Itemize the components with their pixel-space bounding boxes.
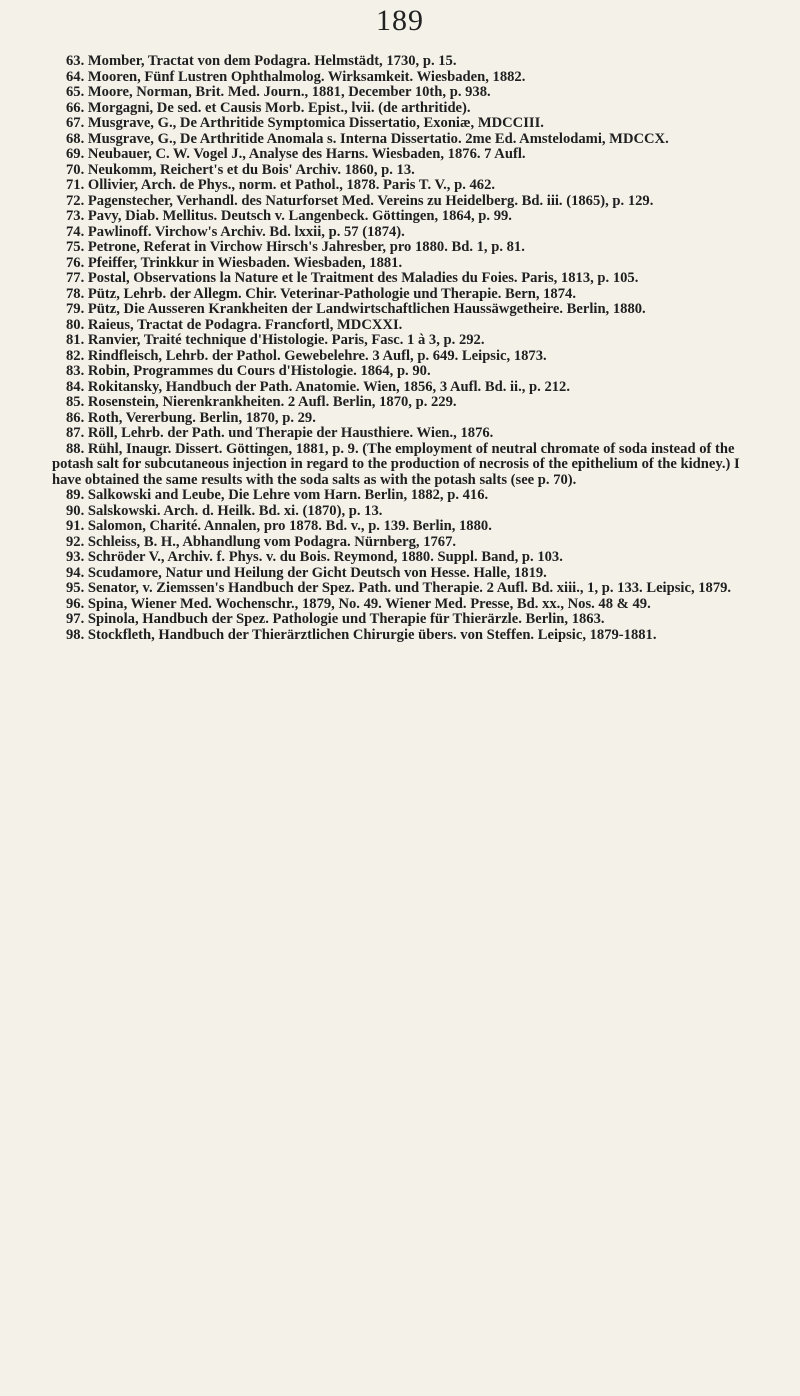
reference-85: 85. Rosenstein, Nierenkrankheiten. 2 Aufl. Berlin, 1870, p. 229. — [66, 394, 457, 410]
reference-95: 95. Senator, v. Ziemssen's Handbuch der Spez. Path. und Therapie. 2 Aufl. Bd. xiii., 1, p. 133. Leipsic, 1879. — [66, 580, 732, 596]
reference-83: 83. Robin, Programmes du Cours d'Histologie. 1864, p. 90. — [66, 363, 431, 379]
reference-79: 79. Pütz, Die Ausseren Krankheiten der Landwirtschaftlichen Haussäwgetheire. Berlin, 1880. — [66, 301, 646, 317]
reference-70: 70. Neukomm, Reichert's et du Bois' Archiv. 1860, p. 13. — [66, 161, 415, 178]
reference-89: 89. Salkowski and Leube, Die Lehre vom Harn. Berlin, 1882, p. 416. — [66, 487, 489, 503]
reference-71: 71. Ollivier, Arch. de Phys., norm. et Pathol., 1878. Paris T. V., p. 462. — [66, 177, 496, 193]
reference-98: 98. Stockfleth, Handbuch der Thierärztlichen Chirurgie übers. von Steffen. Leipsic, 1879-1881. — [66, 626, 657, 643]
reference-81: 81. Ranvier, Traité technique d'Histologie. Paris, Fasc. 1 à 3, p. 292. — [66, 332, 485, 348]
reference-91: 91. Salomon, Charité. Annalen, pro 1878. Bd. v., p. 139. Berlin, 1880. — [66, 518, 492, 534]
reference-92: 92. Schleiss, B. H., Abhandlung vom Podagra. Nürnberg, 1767. — [66, 533, 457, 550]
reference-93: 93. Schröder V., Archiv. f. Phys. v. du Bois. Reymond, 1880. Suppl. Band, p. 103. — [66, 549, 563, 565]
reference-96: 96. Spina, Wiener Med. Wochenschr., 1879, No. 49. Wiener Med. Presse, Bd. xx., Nos. 48 & 49. — [66, 595, 651, 612]
reference-64: 64. Mooren, Fünf Lustren Ophthalmolog. Wirksamkeit. Wiesbaden, 1882. — [66, 68, 526, 85]
page-number: 189 — [376, 4, 424, 37]
reference-80: 80. Raieus, Tractat de Podagra. Francfortl, MDCXXI. — [66, 316, 403, 333]
reference-75: 75. Petrone, Referat in Virchow Hirsch's Jahresber, pro 1880. Bd. 1, p. 81. — [66, 239, 525, 255]
reference-list — [52, 54, 742, 643]
reference-76: 76. Pfeiffer, Trinkkur in Wiesbaden. Wiesbaden, 1881. — [66, 254, 403, 271]
reference-97: 97. Spinola, Handbuch der Spez. Pathologie und Therapie für Thierärzle. Berlin, 1863. — [66, 611, 605, 627]
reference-84: 84. Rokitansky, Handbuch der Path. Anatomie. Wien, 1856, 3 Aufl. Bd. ii., p. 212. — [66, 378, 570, 395]
reference-82: 82. Rindfleisch, Lehrb. der Pathol. Gewebelehre. 3 Aufl, p. 649. Leipsic, 1873. — [66, 347, 547, 364]
reference-63: 63. Momber, Tractat von dem Podagra. Helmstädt, 1730, p. 15. — [66, 53, 457, 69]
reference-67: 67. Musgrave, G., De Arthritide Symptomica Dissertatio, Exoniæ, MDCCIII. — [66, 115, 544, 131]
reference-68: 68. Musgrave, G., De Arthritide Anomala s. Interna Dissertatio. 2me Ed. Amstelodami, MDCCX. — [66, 130, 669, 147]
reference-90: 90. Salskowski. Arch. d. Heilk. Bd. xi. (1870), p. 13. — [66, 502, 383, 519]
reference-74: 74. Pawlinoff. Virchow's Archiv. Bd. lxxii, p. 57 (1874). — [66, 223, 405, 240]
reference-88: 88. Rühl, Inaugr. Dissert. Göttingen, 1881, p. 9. (The employment of neutral chromate of soda instead of the potash salt for subcutaneous injection in regard to the production of necrosis of the epithelium of the kidney.) I have obtained the same results with the soda salts as with the potash salts (see p. 70). — [52, 440, 740, 488]
reference-86: 86. Roth, Vererbung. Berlin, 1870, p. 29. — [66, 409, 316, 426]
reference-72: 72. Pagenstecher, Verhandl. des Naturforset Med. Vereins zu Heidelberg. Bd. iii. (1865), p. 129. — [66, 192, 654, 209]
reference-77: 77. Postal, Observations la Nature et le Traitment des Maladies du Foies. Paris, 1813, p. 105. — [66, 270, 639, 286]
reference-65: 65. Moore, Norman, Brit. Med. Journ., 1881, December 10th, p. 938. — [66, 84, 491, 100]
reference-69: 69. Neubauer, C. W. Vogel J., Analyse des Harns. Wiesbaden, 1876. 7 Aufl. — [66, 146, 526, 162]
reference-66: 66. Morgagni, De sed. et Causis Morb. Epist., lvii. (de arthritide). — [66, 99, 471, 116]
reference-87: 87. Röll, Lehrb. der Path. und Therapie der Hausthiere. Wien., 1876. — [66, 425, 494, 441]
reference-78: 78. Pütz, Lehrb. der Allegm. Chir. Veterinar-Pathologie und Therapie. Bern, 1874. — [66, 285, 576, 302]
reference-73: 73. Pavy, Diab. Mellitus. Deutsch v. Langenbeck. Göttingen, 1864, p. 99. — [66, 208, 512, 224]
reference-94: 94. Scudamore, Natur und Heilung der Gicht Deutsch von Hesse. Halle, 1819. — [66, 564, 547, 581]
